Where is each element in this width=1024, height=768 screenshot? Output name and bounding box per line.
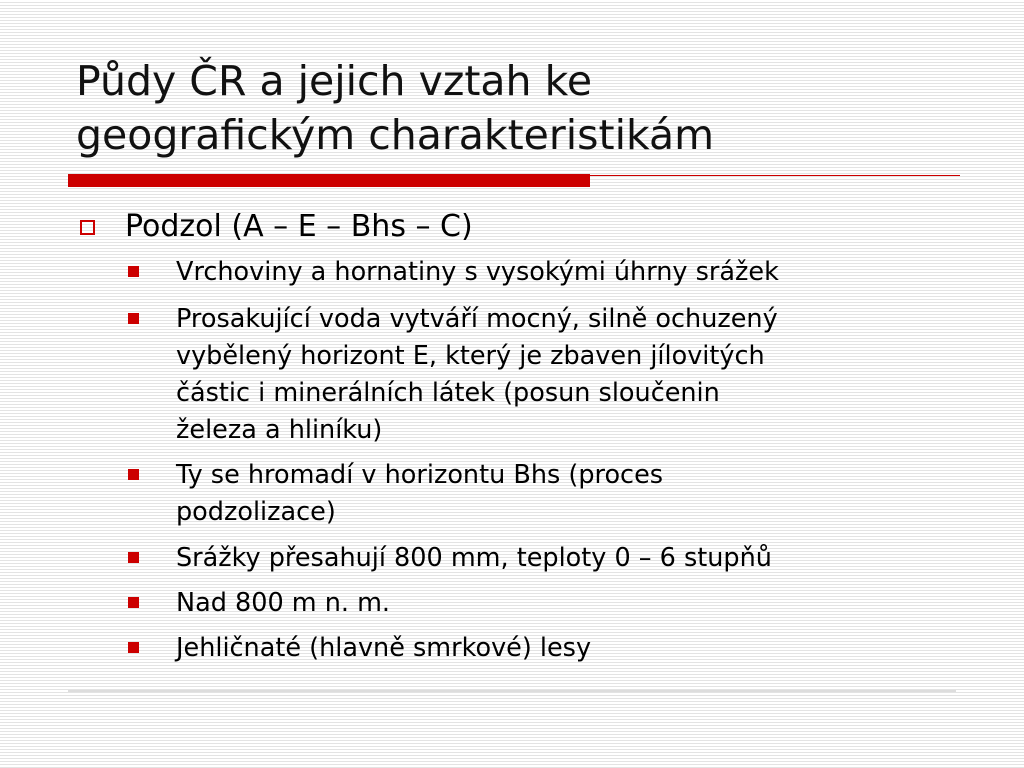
filled-square-bullet-icon [128, 313, 139, 324]
sub-bullet-line: železa a hliníku) [176, 415, 383, 445]
sub-bullet-line: částic i minerálních látek (posun sloučenin [176, 378, 720, 408]
sub-bullet [128, 585, 966, 622]
sub-bullet-text [176, 630, 966, 667]
filled-square-bullet-icon [128, 642, 139, 653]
main-bullet-text: Podzol (A – E – Bhs – C) [125, 209, 473, 244]
sub-bullet [128, 301, 966, 449]
footer-divider [68, 690, 956, 692]
sub-bullet-text [176, 585, 966, 622]
sub-bullet-line: Jehličnaté (hlavně smrkové) lesy [176, 633, 592, 663]
title-line-2: geografickým charakteristikám [76, 111, 715, 159]
sub-bullet-line: vybělený horizont E, který je zbaven jílovitých [176, 341, 765, 371]
main-bullet [80, 207, 473, 247]
sub-bullet-line: podzolizace) [176, 497, 336, 527]
sub-bullet-line: Prosakující voda vytváří mocný, silně ochuzený [176, 304, 778, 334]
sub-bullet-text [176, 301, 966, 449]
filled-square-bullet-icon [128, 469, 139, 480]
sub-bullet-text [176, 254, 966, 291]
sub-bullet-text [176, 540, 966, 577]
filled-square-bullet-icon [128, 552, 139, 563]
hollow-square-bullet-icon [80, 220, 95, 235]
sub-bullet-line: Nad 800 m n. m. [176, 588, 391, 618]
sub-bullet-line: Ty se hromadí v horizontu Bhs (proces [176, 460, 664, 490]
sub-bullet [128, 540, 966, 577]
filled-square-bullet-icon [128, 597, 139, 608]
sub-bullet-line: Srážky přesahují 800 mm, teploty 0 – 6 stupňů [176, 543, 772, 573]
sub-bullet [128, 630, 966, 667]
sub-bullet-line: Vrchoviny a hornatiny s vysokými úhrny srážek [176, 257, 779, 287]
title-line-1: Půdy ČR a jejich vztah ke [76, 57, 593, 105]
filled-square-bullet-icon [128, 266, 139, 277]
sub-bullet [128, 457, 966, 531]
sub-bullet-text [176, 457, 966, 531]
sub-bullet [128, 254, 966, 291]
